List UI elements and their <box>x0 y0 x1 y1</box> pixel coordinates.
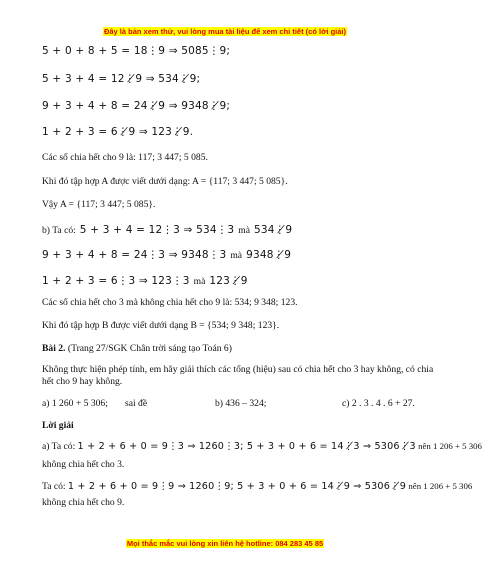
question-a: a) 1 260 + 5 306; <box>42 398 108 409</box>
math-line-7-expr: 1 + 2 + 3 = 6⋮3 ⇒ 123⋮3 <box>42 275 190 287</box>
solution-a-math-1: 1 + 2 + 6 + 0 = 9⋮3 ⇒ 1260⋮3 <box>77 441 241 452</box>
exercise-source: (Trang 27/SGK Chân trời sáng tạo Toán 6) <box>67 343 232 354</box>
part-b-prefix: b) Ta có: <box>42 225 76 236</box>
header-banner: Đây là bản xem thử, vui lòng mua tài liệu để xem chi tiết (có lời giải) <box>103 27 347 36</box>
math-line-6-conj: mà <box>230 250 243 261</box>
question-c: c) 2 . 3 . 4 . 6 + 27. <box>342 398 415 409</box>
math-line-3: 9 + 3 + 4 + 8 = 24⋮̸9 ⇒ 9348⋮̸9; <box>42 100 231 112</box>
math-line-1: 5 + 0 + 8 + 5 = 18⋮9 ⇒ 5085⋮9; <box>42 45 231 57</box>
solution-c-math-2: ; 5 + 3 + 0 + 6 = 14⋮̸9 ⇒ 5306⋮̸9 <box>230 481 407 492</box>
solution-a-line-2: không chia hết cho 3. <box>42 459 125 470</box>
part-b-conj: mà <box>238 225 251 236</box>
footer-banner: Mọi thắc mắc vui lòng xin liên hệ hotline: 084 283 45 85 <box>126 539 324 548</box>
math-line-7-conj: mà <box>193 276 206 287</box>
solution-c-math-1: 1 + 2 + 6 + 0 = 9⋮9 ⇒ 1260⋮9 <box>67 481 231 492</box>
solution-a-math-2: ; 5 + 3 + 0 + 6 = 14⋮̸3 ⇒ 5306⋮̸3 <box>240 441 416 452</box>
part-b-math: 5 + 3 + 4 = 12⋮3 ⇒ 534⋮3 <box>79 224 235 236</box>
math-line-6 <box>42 245 291 263</box>
exercise-label: Bài 2. <box>42 343 66 354</box>
solution-c-prefix: Ta có: <box>42 481 66 492</box>
math-line-7 <box>42 271 248 289</box>
math-line-4: 1 + 2 + 3 = 6⋮̸9 ⇒ 123⋮̸9. <box>42 126 194 138</box>
math-line-6-expr: 9 + 3 + 4 + 8 = 24⋮3 ⇒ 9348⋮3 <box>42 249 227 261</box>
math-line-6-tail: 9348⋮̸9 <box>246 249 292 261</box>
exercise-heading <box>42 343 232 354</box>
solution-c-line-2: không chia hết cho 9. <box>42 497 125 508</box>
text-line-4: Các số chia hết cho 3 mà không chia hết cho 9 là: 534; 9 348; 123. <box>42 297 298 308</box>
question-b: b) 436 – 324; <box>215 398 267 409</box>
solution-a-line <box>42 441 482 452</box>
part-b-line <box>42 220 292 238</box>
solution-a-tail: nên 1 206 + 5 306 <box>418 441 482 451</box>
math-line-7-tail: 123⋮̸9 <box>209 275 248 287</box>
text-line-3: Vậy A = {117; 3 447; 5 085}. <box>42 199 156 210</box>
solution-c-tail: nên 1 206 + 5 306 <box>408 481 473 491</box>
text-line-5: Khi đó tập hợp B được viết dưới dạng B = {534; 9 348; 123}. <box>42 320 280 331</box>
text-line-2: Khi đó tập hợp A được viết dưới dạng: A = {117; 3 447; 5 085}. <box>42 176 288 187</box>
solution-a-prefix: a) Ta có: <box>42 441 76 452</box>
math-line-2: 5 + 3 + 4 = 12⋮̸9 ⇒ 534⋮̸9; <box>42 73 201 85</box>
text-line-1: Các số chia hết cho 9 là: 117; 3 447; 5 085. <box>42 152 208 163</box>
part-b-tail: 534⋮̸9 <box>254 224 293 236</box>
solution-c-line <box>42 481 472 492</box>
exercise-prompt: Không thực hiện phép tính, em hãy giải thích các tổng (hiệu) sau có chia hết cho 3 hay không, có chia hết cho 9 hay không. <box>42 364 434 387</box>
question-a-note: sai đề <box>125 398 148 409</box>
solution-heading: Lời giải <box>42 420 74 431</box>
